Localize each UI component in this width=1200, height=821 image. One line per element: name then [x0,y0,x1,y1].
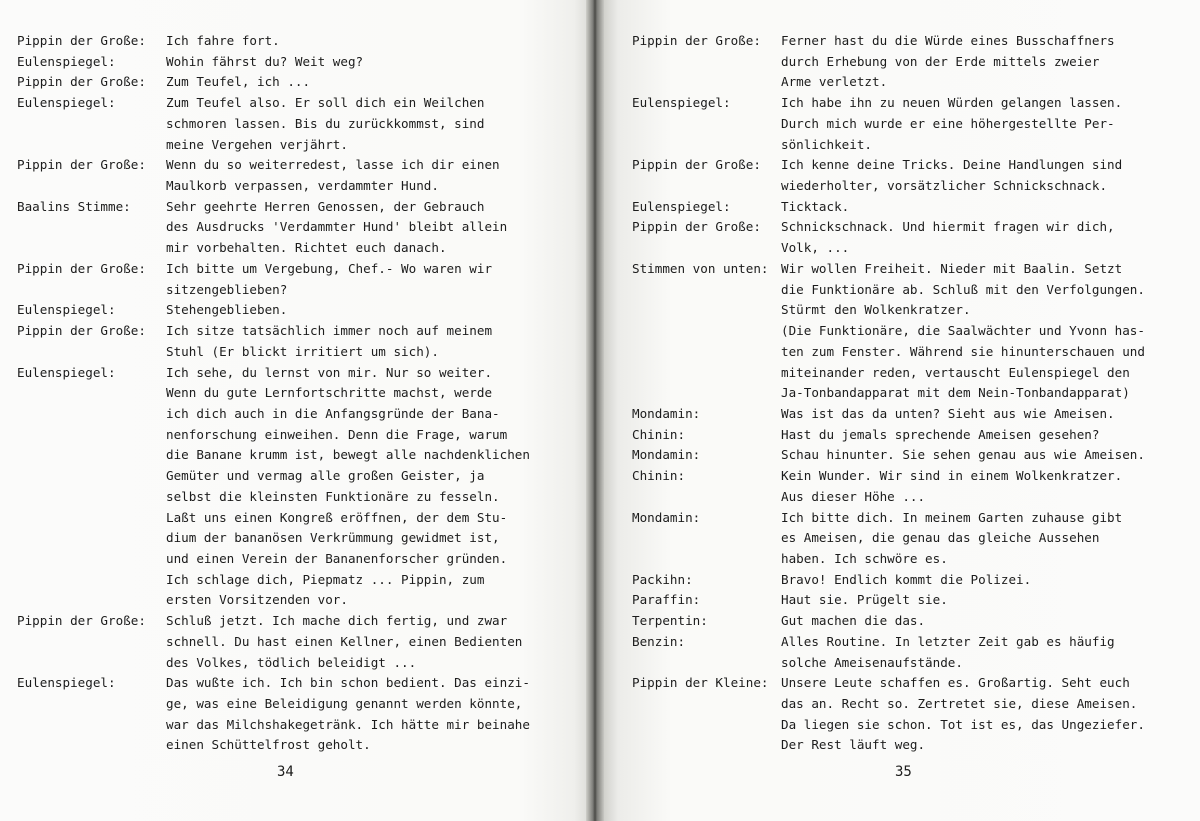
dialogue-text: Gemüter und vermag alle großen Geister, ja [166,468,485,484]
dialogue-text: Stuhl (Er blickt irritiert um sich). [166,343,439,359]
dialogue-text: schnell. Du hast einen Kellner, einen Bedienten [166,633,523,649]
dialogue-text: es Ameisen, die genau das gleiche Aussehen [781,530,1100,546]
speaker-name: Pippin der Große: [632,157,761,173]
dialogue-text: Ich bitte um Vergebung, Chef.- Wo waren wir [166,260,493,276]
dialogue-text: Ich fahre fort. [166,33,280,48]
dialogue-text: des Volkes, tödlich beleidigt ... [166,654,417,670]
dialogue-text: haben. Ich schwöre es. [781,550,948,566]
dialogue-text: Der Rest läuft weg. [781,737,926,753]
dialogue-text: Schnickschnack. Und hiermit fragen wir dich, [781,219,1115,235]
dialogue-text: Wir wollen Freiheit. Nieder mit Baalin. Setzt [781,260,1123,276]
dialogue-text: des Ausdrucks 'Verdammter Hund' bleibt allein [166,219,508,235]
speaker-name: Eulenspiegel: [17,95,116,111]
dialogue-text: Was ist das da unten? Sieht aus wie Ameisen. [781,405,1115,421]
dialogue-text: Ferner hast du die Würde eines Busschaffners [781,33,1115,48]
dialogue-text: Bravo! Endlich kommt die Polizei. [781,571,1032,587]
dialogue-text: Ich habe ihn zu neuen Würden gelangen lassen. [781,95,1123,111]
dialogue-text: Kein Wunder. Wir sind in einem Wolkenkratzer. [781,468,1123,484]
speaker-name: Eulenspiegel: [632,198,731,214]
speaker-name: Terpentin: [632,613,708,629]
dialogue-text: Da liegen sie schon. Tot ist es, das Ungeziefer. [781,716,1145,732]
dialogue-text: Sehr geehrte Herren Genossen, der Gebrauch [166,198,485,214]
dialogue-text: ge, was eine Beleidigung genannt werden könnte, [166,696,523,711]
speaker-name: Eulenspiegel: [17,53,116,69]
dialogue-text: Wohin fährst du? Weit weg? [166,53,364,69]
dialogue-text: miteinander reden, vertauscht Eulenspiegel den [781,364,1130,380]
dialogue-text: ersten Vorsitzenden vor. [166,592,348,608]
dialogue-text: Schluß jetzt. Ich mache dich fertig, und zwar [166,613,508,629]
speaker-name: Pippin der Große: [17,323,146,339]
dialogue-text: (Die Funktionäre, die Saalwächter und Yvonn has- [781,323,1145,339]
page-number-left: 34 [277,764,294,780]
dialogue-text: ich dich auch in die Anfangsgründe der Bana- [166,405,500,421]
speaker-name: Chinin: [632,468,686,484]
speaker-name: Stimmen von unten: [632,260,769,276]
dialogue-text: selbst die kleinsten Funktionäre zu fesseln. [166,488,500,504]
dialogue-text: die Banane krumm ist, bewegt alle nachdenklichen [166,447,530,463]
speaker-name: Benzin: [632,633,686,649]
speaker-name: Mondamin: [632,509,701,525]
speaker-name: Paraffin: [632,592,701,608]
dialogue-text: Haut sie. Prügelt sie. [781,592,948,608]
dialogue-text: Ich sehe, du lernst von mir. Nur so weiter. [166,364,493,380]
dialogue-text: Hast du jemals sprechende Ameisen gesehen? [781,426,1100,442]
dialogue-text: Durch mich wurde er eine höhergestellte Per- [781,115,1115,131]
dialogue-text: Schau hinunter. Sie sehen genau aus wie Ameisen. [781,447,1145,463]
speaker-name: Pippin der Große: [17,74,146,90]
dialogue-text: Zum Teufel also. Er soll dich ein Weilchen [166,95,485,111]
dialogue-text: Wenn du so weiterredest, lasse ich dir einen [166,157,500,173]
dialogue-text: mir vorbehalten. Richtet euch danach. [166,240,447,256]
dialogue-text: Ja-Tonbandapparat mit dem Nein-Tonbandapparat) [781,385,1130,401]
dialogue-text: Gut machen die das. [781,613,926,629]
speaker-name: Pippin der Große: [17,613,146,629]
speaker-name: Pippin der Große: [632,219,761,235]
left-page [0,0,592,821]
dialogue-text: Ticktack. [781,198,850,214]
dialogue-text: Aus dieser Höhe ... [781,488,926,504]
dialogue-text: einen Schüttelfrost geholt. [166,737,371,753]
dialogue-text: Ich sitze tatsächlich immer noch auf meinem [166,323,493,339]
speaker-name: Pippin der Große: [17,33,146,48]
dialogue-text: war das Milchshakegetränk. Ich hätte mir beinahe [166,716,530,732]
dialogue-text: Maulkorb verpassen, verdammter Hund. [166,178,439,194]
dialogue-text: Unsere Leute schaffen es. Großartig. Seht euch [781,675,1130,691]
dialogue-text: Stürmt den Wolkenkratzer. [781,302,971,318]
dialogue-text: Alles Routine. In letzter Zeit gab es häufig [781,633,1115,649]
dialogue-text: Ich schlage dich, Piepmatz ... Pippin, zum [166,571,485,587]
dialogue-text: Das wußte ich. Ich bin schon bedient. Das einzi- [166,675,530,691]
dialogue-text: Arme verletzt. [781,74,888,90]
dialogue-text: Ich kenne deine Tricks. Deine Handlungen sind [781,157,1123,173]
dialogue-text: sitzengeblieben? [166,281,288,297]
speaker-name: Baalins Stimme: [17,198,131,214]
dialogue-text: ten zum Fenster. Während sie hinunterschauen und [781,343,1145,359]
dialogue-text: Ich bitte dich. In meinem Garten zuhause gibt [781,509,1123,525]
speaker-name: Pippin der Kleine: [632,675,769,691]
speaker-name: Chinin: [632,426,686,442]
dialogue-text: Volk, ... [781,240,850,256]
dialogue-text: meine Vergehen verjährt. [166,136,348,152]
speaker-name: Eulenspiegel: [17,302,116,318]
speaker-name: Mondamin: [632,447,701,463]
dialogue-text: Laßt uns einen Kongreß eröffnen, der dem Stu- [166,509,508,525]
speaker-name: Eulenspiegel: [632,95,731,111]
dialogue-text: Zum Teufel, ich ... [166,74,311,90]
speaker-name: Mondamin: [632,405,701,421]
page-number-right: 35 [895,764,912,780]
book-gutter [586,0,604,821]
dialogue-text: dium der bananösen Verkrümmung gewidmet ist, [166,530,500,546]
speaker-name: Pippin der Große: [17,157,146,173]
dialogue-text: Stehengeblieben. [166,302,288,318]
dialogue-text: wiederholter, vorsätzlicher Schnickschnack. [781,178,1108,194]
dialogue-text: sönlichkeit. [781,136,872,152]
speaker-name: Pippin der Große: [17,260,146,276]
dialogue-text: nenforschung einweihen. Denn die Frage, warum [166,426,508,442]
dialogue-text: das an. Recht so. Zertretet sie, diese Ameisen. [781,696,1138,711]
speaker-name: Eulenspiegel: [17,364,116,380]
dialogue-text: durch Erhebung von der Erde mittels zweier [781,53,1100,69]
right-page [600,0,1200,821]
speaker-name: Pippin der Große: [632,33,761,48]
dialogue-text: schmoren lassen. Bis du zurückkommst, sind [166,115,485,131]
speaker-name: Packihn: [632,571,693,587]
dialogue-text: solche Ameisenaufstände. [781,654,963,670]
speaker-name: Eulenspiegel: [17,675,116,691]
dialogue-text: die Funktionäre ab. Schluß mit den Verfolgungen. [781,281,1145,297]
dialogue-text: und einen Verein der Bananenforscher gründen. [166,550,508,566]
dialogue-text: Wenn du gute Lernfortschritte machst, werde [166,385,493,401]
